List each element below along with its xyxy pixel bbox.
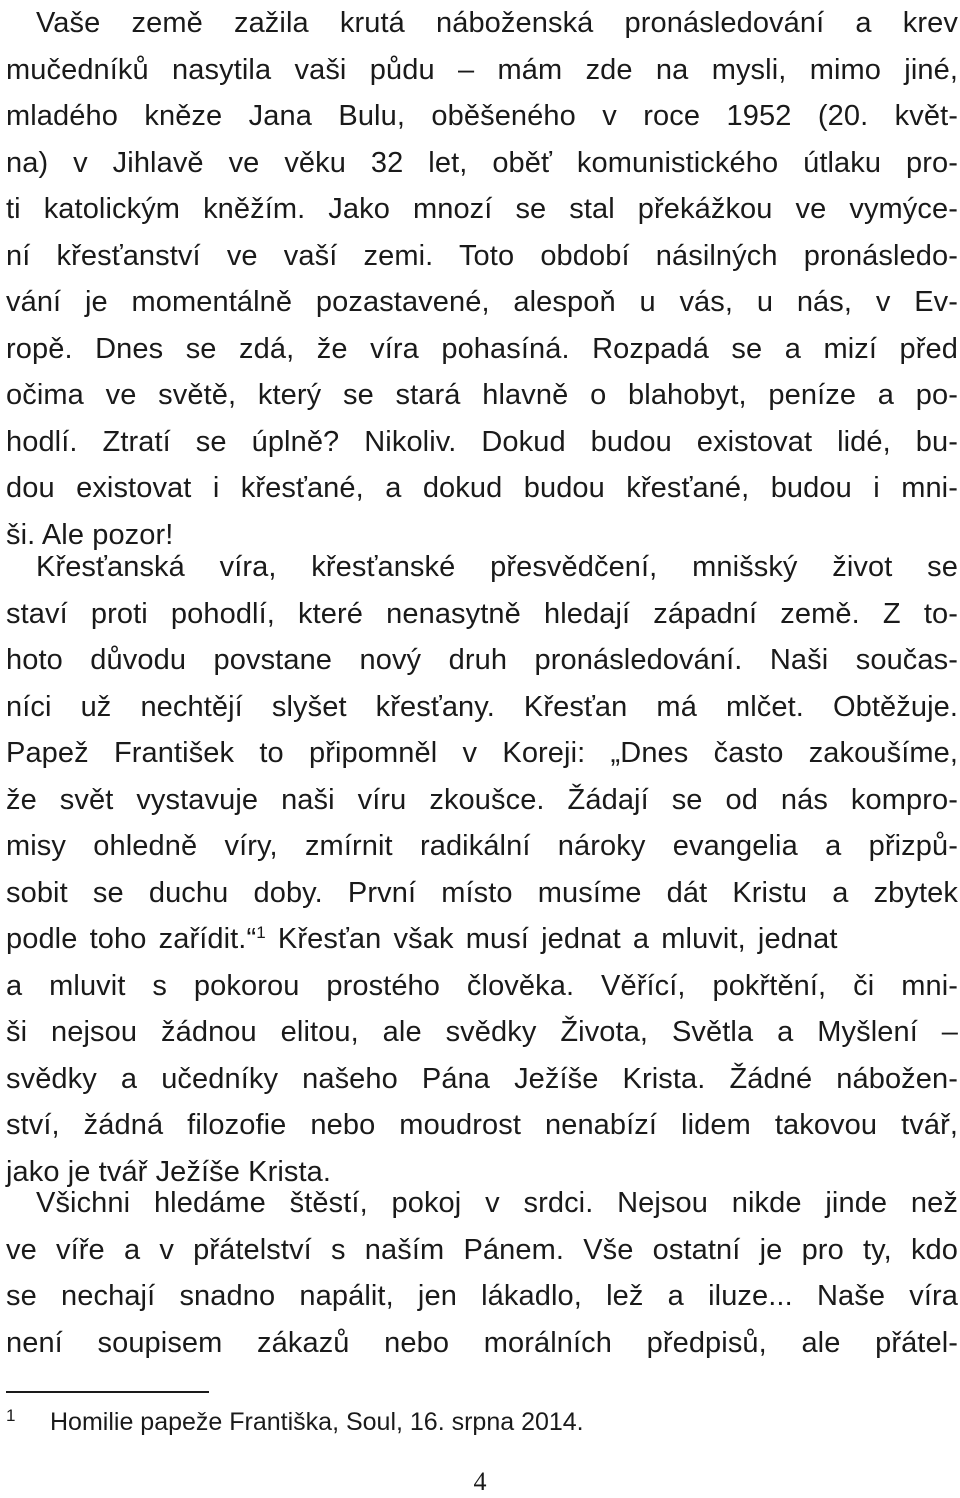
paragraph-2: [6, 544, 958, 1195]
text-line: ní křesťanství ve vaší zemi. Toto období násilných pronásledo-: [6, 239, 958, 272]
text-line: očima ve světě, který se stará hlavně o blahobyt, peníze a po-: [6, 379, 958, 411]
text-line: že svět vystavuje naši víru zkoušce. Žádají se od nás kompro-: [6, 783, 958, 816]
paragraph-3: [6, 1180, 958, 1366]
text-fragment: podle toho zařídit.“: [6, 923, 257, 955]
text-line: není soupisem zákazů nebo morálních předpisů, ale přátel-: [6, 1326, 958, 1359]
text-line: hodlí. Ztratí se úplně? Nikoliv. Dokud budou existovat lidé, bu-: [6, 425, 958, 458]
text-line: Papež František to připomněl v Koreji: „Dnes často zakoušíme,: [6, 737, 958, 769]
text-line: staví proti pohodlí, které nenasytně hledají západní země. Z to-: [6, 597, 958, 630]
footnote-text: Homilie papeže Františka, Soul, 16. srpna 2014.: [50, 1408, 584, 1436]
text-line: vání je momentálně pozastavené, alespoň u vás, u nás, v Ev-: [6, 286, 958, 318]
text-line: Křesťanská víra, křesťanské přesvědčení, mnišský život se: [36, 551, 958, 583]
text-line: mladého kněze Jana Bulu, oběšeného v roce 1952 (20. květ-: [6, 100, 958, 132]
footnote-number: 1: [6, 1406, 16, 1425]
text-line: ve víře a v přátelství s naším Pánem. Vše ostatní je pro ty, kdo: [6, 1233, 958, 1266]
text-line: misy ohledně víry, zmírnit radikální nároky evangelia a přizpů-: [6, 830, 958, 862]
text-line: ti katolickým kněžím. Jako mnozí se stal překážkou ve vymýce-: [6, 193, 958, 225]
text-line: ropě. Dnes se zdá, že víra pohasíná. Rozpadá se a mizí před: [6, 332, 958, 365]
footnote: [6, 1402, 906, 1442]
footnote-separator: [6, 1391, 209, 1393]
text-line-with-footnote-ref: [6, 916, 958, 963]
text-line: ši. Ale pozor!: [6, 518, 174, 551]
text-line: Všichni hledáme štěstí, pokoj v srdci. Nejsou nikde jinde než: [36, 1187, 958, 1219]
text-line: ši nejsou žádnou elitou, ale svědky Života, Světla a Myšlení –: [6, 1016, 958, 1048]
text-line: níci už nechtějí slyšet křesťany. Křesťan má mlčet. Obtěžuje.: [6, 690, 958, 723]
text-line: Vaše země zažila krutá náboženská pronásledování a krev: [36, 7, 958, 39]
text-line: hoto důvodu povstane nový druh pronásledování. Naši součas-: [6, 644, 958, 676]
text-fragment: Křesťan však musí jednat a mluvit, jednat: [265, 923, 838, 955]
footnote-ref[interactable]: 1: [256, 923, 266, 942]
paragraph-1: [6, 0, 958, 558]
text-line: jako je tvář Ježíše Krista.: [6, 1155, 332, 1188]
text-line: se nechají snadno napálit, jen lákadlo, lež a iluze... Naše víra: [6, 1280, 958, 1312]
text-line: svědky a učedníky našeho Pána Ježíše Krista. Žádné nábožen-: [6, 1062, 958, 1095]
text-line: na) v Jihlavě ve věku 32 let, oběť komunistického útlaku pro-: [6, 146, 958, 179]
text-line: a mluvit s pokorou prostého člověka. Věřící, pokřtění, či mni-: [6, 969, 958, 1002]
text-line: dou existovat i křesťané, a dokud budou křesťané, budou i mni-: [6, 472, 958, 504]
text-line: sobit se duchu doby. První místo musíme dát Kristu a zbytek: [6, 876, 958, 909]
text-line: mučedníků nasytila vaši půdu – mám zde na mysli, mimo jiné,: [6, 53, 958, 86]
page-number: 4: [473, 1467, 487, 1496]
text-line: ství, žádná filozofie nebo moudrost nenabízí lidem takovou tvář,: [6, 1109, 958, 1141]
